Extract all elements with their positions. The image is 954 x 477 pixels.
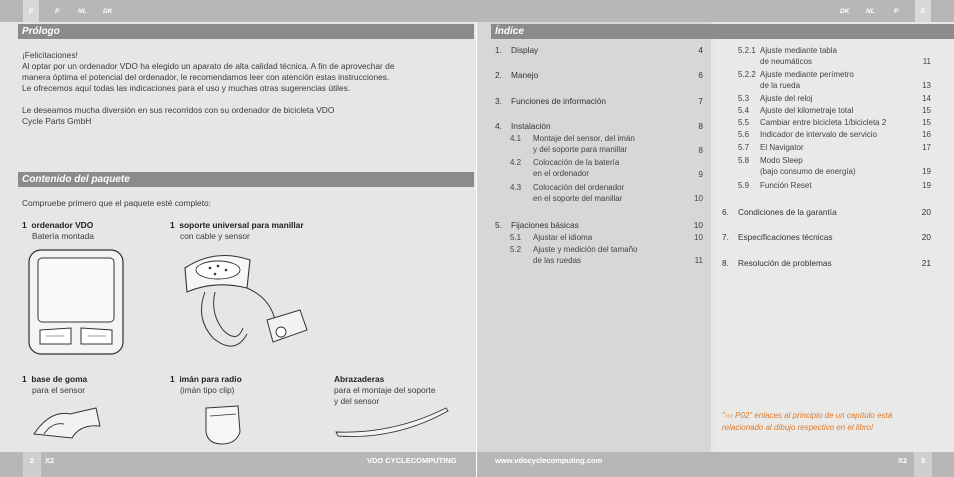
toc-label: y del soporte para manillar xyxy=(533,145,628,154)
toc-num: 5.2.2 xyxy=(738,70,756,79)
prologue-line: ¡Felicitaciones! xyxy=(22,50,78,60)
toc-label: de la rueda xyxy=(760,81,801,90)
item-name: base de goma xyxy=(31,374,88,384)
toc-num: 1. xyxy=(495,45,502,55)
footer-brand: VDO CYCLECOMPUTING xyxy=(367,456,457,465)
cable-tie-illustration xyxy=(334,404,454,440)
lang-tab-dk-left[interactable]: DK xyxy=(103,8,113,15)
toc-num: 5.4 xyxy=(738,106,750,115)
item-name: ordenador VDO xyxy=(31,220,94,230)
toc-label: en el ordenador xyxy=(533,169,590,178)
prologue-line: Le deseamos mucha diversión en sus recorridos con su ordenador de bicicleta VDO xyxy=(22,105,335,115)
toc-entry[interactable] xyxy=(495,96,703,107)
toc-entry[interactable] xyxy=(495,182,703,204)
toc-page: 19 xyxy=(922,167,931,176)
prologue-line: Al optar por un ordenador VDO ha elegido un aparato de alta calidad técnica. A fin de aprovechar de xyxy=(22,61,395,71)
toc-page: 21 xyxy=(921,258,931,268)
package-intro: Compruebe primero que el paquete esté completo: xyxy=(22,198,212,208)
toc-label: Especificaciones técnicas xyxy=(738,232,833,242)
toc-num: 5.1 xyxy=(510,233,522,242)
toc-entry[interactable] xyxy=(722,180,931,191)
toc-label: Funciones de información xyxy=(511,96,607,106)
item-desc: y del sensor xyxy=(334,396,380,406)
toc-entry[interactable] xyxy=(722,129,931,140)
toc-page: 10 xyxy=(693,220,703,230)
footer-model-right: X2 xyxy=(898,456,908,465)
toc-page: 8 xyxy=(698,146,703,155)
item-name: soporte universal para manillar xyxy=(179,220,304,230)
item-qty: 1 xyxy=(22,374,27,384)
toc-label: Ajuste del reloj xyxy=(760,94,813,103)
toc-page: 17 xyxy=(922,143,931,152)
toc-label: Resolución de problemas xyxy=(738,258,832,268)
toc-entry[interactable] xyxy=(722,69,931,91)
toc-col-1 xyxy=(495,45,703,285)
toc-num: 4. xyxy=(495,121,502,131)
prologue-text xyxy=(22,50,462,127)
toc-num: 6. xyxy=(722,207,729,217)
toc-num: 4.2 xyxy=(510,158,522,167)
toc-num: 7. xyxy=(722,232,729,242)
note-line: relacionado al dibujo respectivo en el libro! xyxy=(722,423,874,432)
toc-entry[interactable] xyxy=(495,232,703,243)
toc-num: 5.2.1 xyxy=(738,46,756,55)
toc-page: 6 xyxy=(698,70,703,80)
lang-tab-dk-right[interactable]: DK xyxy=(840,8,850,15)
toc-entry[interactable] xyxy=(495,133,703,155)
header-bar xyxy=(0,0,954,22)
item-desc: (imán tipo clip) xyxy=(180,385,235,395)
item-name: Abrazaderas xyxy=(334,374,385,384)
item-cable-ties xyxy=(334,374,474,407)
item-desc: con cable y sensor xyxy=(180,231,250,241)
computer-illustration xyxy=(26,248,126,358)
toc-page: 11 xyxy=(922,57,931,66)
toc-label: Instalación xyxy=(511,121,551,131)
lang-tab-e-left[interactable]: E xyxy=(23,0,39,22)
toc-label: Función Reset xyxy=(760,181,812,190)
prologue-blank-line xyxy=(22,94,462,105)
toc-label: Ajuste del kilometraje total xyxy=(760,106,854,115)
toc-page: 13 xyxy=(922,81,931,90)
toc-label: Ajuste mediante tabla xyxy=(760,46,837,55)
toc-num: 5. xyxy=(495,220,502,230)
toc-num: 5.7 xyxy=(738,143,750,152)
toc-page: 15 xyxy=(922,118,931,127)
page-number-left: 2 xyxy=(23,452,41,477)
prologue-line: manera óptima el potencial del ordenador, le recomendamos leer con atención estas instrucciones. xyxy=(22,72,390,82)
toc-entry[interactable] xyxy=(495,45,703,56)
toc-page: 4 xyxy=(698,45,703,55)
toc-page: 14 xyxy=(922,94,931,103)
toc-num: 5.6 xyxy=(738,130,750,139)
toc-entry[interactable] xyxy=(495,244,703,266)
toc-label: en el soporte del manillar xyxy=(533,194,623,203)
toc-num: 5.8 xyxy=(738,156,750,165)
toc-entry[interactable] xyxy=(722,207,931,218)
toc-entry[interactable] xyxy=(722,155,931,177)
toc-page: 19 xyxy=(922,181,931,190)
lang-tab-p-right[interactable]: P xyxy=(894,8,899,15)
toc-num: 5.2 xyxy=(510,245,522,254)
toc-label: Ajuste y medición del tamaño xyxy=(533,245,638,254)
footer-divider xyxy=(476,452,477,477)
item-desc: para el sensor xyxy=(32,385,86,395)
toc-num: 5.9 xyxy=(738,181,750,190)
prologue-line: Le ofrecemos aquí todas las indicaciones para el uso y muchas otras sugerencias útiles. xyxy=(22,83,351,93)
toc-page: 11 xyxy=(694,256,703,265)
lang-tab-e-right[interactable]: E xyxy=(915,0,931,22)
mount-illustration xyxy=(175,248,325,363)
item-desc: para el montaje del soporte xyxy=(334,385,436,395)
toc-entry[interactable] xyxy=(722,232,931,243)
page-divider xyxy=(476,22,477,452)
toc-page: 20 xyxy=(921,232,931,242)
toc-entry[interactable] xyxy=(722,258,931,269)
note-line: "››› P02" enlaces al principio de un capítulo está xyxy=(722,411,893,420)
toc-page: 20 xyxy=(921,207,931,217)
footer-bar xyxy=(0,452,954,477)
item-name: imán para radio xyxy=(179,374,242,384)
toc-label: Colocación de la batería xyxy=(533,158,620,167)
item-qty: 1 xyxy=(170,374,175,384)
toc-label: Modo Sleep xyxy=(760,156,803,165)
toc-label: (bajo consumo de energía) xyxy=(760,167,856,176)
toc-num: 3. xyxy=(495,96,502,106)
toc-num: 5.3 xyxy=(738,94,750,103)
item-desc: Batería montada xyxy=(32,231,94,241)
toc-page: 15 xyxy=(922,106,931,115)
item-qty: 1 xyxy=(22,220,27,230)
toc-label: Ajuste mediante perímetro xyxy=(760,70,854,79)
toc-label: Manejo xyxy=(511,70,539,80)
index-heading: Índice xyxy=(491,24,954,39)
package-heading: Contenido del paquete xyxy=(18,172,474,187)
item-qty: 1 xyxy=(170,220,175,230)
toc-page: 8 xyxy=(698,121,703,131)
toc-entry[interactable] xyxy=(495,157,703,179)
toc-label: Condiciones de la garantía xyxy=(738,207,837,217)
toc-entry[interactable] xyxy=(722,117,931,128)
toc-label: El Navigator xyxy=(760,143,804,152)
footer-url[interactable]: www.vdocyclecomputing.com xyxy=(495,456,603,465)
toc-entry[interactable] xyxy=(722,93,931,104)
toc-page: 9 xyxy=(698,170,703,179)
toc-label: Cambiar entre bicicleta 1/bicicleta 2 xyxy=(760,118,887,127)
toc-num: 5.5 xyxy=(738,118,750,127)
rubber-base-illustration xyxy=(30,404,105,444)
toc-label: Montaje del sensor, del imán xyxy=(533,134,635,143)
item-rubber-base xyxy=(22,374,152,396)
prologue-heading: Prólogo xyxy=(18,24,474,39)
page-number-right: 3 xyxy=(914,452,932,477)
footer-model-left: X2 xyxy=(45,456,55,465)
item-computer xyxy=(22,220,162,242)
toc-num: 4.1 xyxy=(510,134,522,143)
toc-label: Display xyxy=(511,45,539,55)
toc-col-2 xyxy=(722,45,931,275)
toc-label: Ajustar el idioma xyxy=(533,233,593,242)
index-note xyxy=(722,410,937,434)
toc-page: 7 xyxy=(698,96,703,106)
toc-entry[interactable] xyxy=(722,105,931,116)
item-mount xyxy=(170,220,340,242)
toc-label: Fijaciones básicas xyxy=(511,220,579,230)
item-magnet xyxy=(170,374,300,396)
toc-entry[interactable] xyxy=(722,45,931,67)
toc-page: 10 xyxy=(694,233,703,242)
prologue-line: Cycle Parts GmbH xyxy=(22,116,92,126)
toc-page: 10 xyxy=(694,194,703,203)
lang-tab-nl-right[interactable]: NL xyxy=(866,8,875,15)
toc-num: 8. xyxy=(722,258,729,268)
lang-tab-p-left[interactable]: P xyxy=(55,8,60,15)
toc-label: Indicador de intervalo de servicio xyxy=(760,130,877,139)
lang-tab-nl-left[interactable]: NL xyxy=(78,8,87,15)
toc-entry[interactable] xyxy=(495,70,703,81)
toc-num: 4.3 xyxy=(510,183,522,192)
toc-page: 16 xyxy=(922,130,931,139)
toc-entry[interactable] xyxy=(495,121,703,132)
toc-entry[interactable] xyxy=(495,220,703,231)
toc-label: de las ruedas xyxy=(533,256,582,265)
toc-entry[interactable] xyxy=(722,142,931,153)
toc-label: Colocación del ordenador xyxy=(533,183,625,192)
magnet-illustration xyxy=(200,402,245,446)
toc-label: de neumáticos xyxy=(760,57,813,66)
toc-num: 2. xyxy=(495,70,502,80)
